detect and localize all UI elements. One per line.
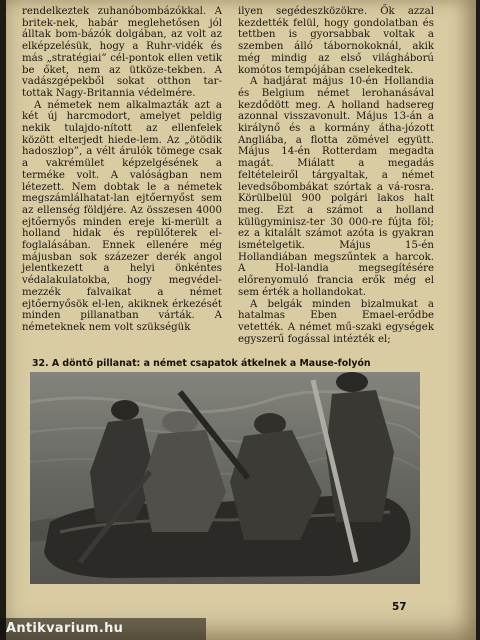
text-column-left	[22, 6, 222, 334]
page-number: 57	[392, 601, 407, 613]
book-page	[6, 0, 476, 640]
war-photograph	[30, 372, 420, 584]
paragraph: rendelkeztek zuhanóbombázókkal. A britek-nek, habár meglehetősen jól álltak bom-bázók dolgában, az volt az elképzelésük, hogy a Ruhr-vidék és más „stratégiai” cél-pontok ellen vetik be őket, nem az ütköze-tekben. A vadászgépekből sokat otthon tar-tottak Nagy-Britannia védelmére.	[22, 6, 222, 99]
text-column-right	[238, 6, 434, 345]
photo-caption: 32. A döntő pillanat: a német csapatok átkelnek a Mause-folyón	[32, 358, 371, 369]
paragraph: A hadjárat május 10-én Hollandia és Belgium német lerohanásával kezdődött meg. A holland hadsereg azonnal visszavonult. Május 13-án a királynő és a kormány átha-józott Angliába, a flotta zömével együtt. Május 14-én Rotterdam megadta magát. Miálatt a megadás feltételeiről tárgyaltak, a német levedsőbombákat szórtak a vá-rosra. Körülbelül 900 polgári lakos halt meg. Ezt a számot a holland külügyminisz-ter 30 000-re fújta föl; ez a kitalált számot azóta is gyakran ismételgetik. Május 15-én Hollandiában megszűntek a harcok. A Hol-landia megsegítésére előrenyomuló francia erők még el sem érték a hollandokat.	[238, 76, 434, 298]
paragraph: A belgák minden bizalmukat a hatalmas Eben Emael-erődbe vetették. A német mű-szaki egységek egyszerű fogással intézték el;	[238, 298, 434, 345]
paragraph: A németek nem alkalmazták azt a két új harcmodort, amelyet peldig nekik tulajdo-nított az ellenfelek között elterjedt hiede-lem. Az „ötödik hadoszlop”, a vélt árulók tömege csak a vakrémület képzelgésének a terméke volt. A valóságban nem létezett. Nem dobtak le a németek megszámlálhatat-lan ejtőernyőst sem az ellenség földjére. Az összesen 4000 ejtőernyős minden ereje ki-merült a holland hidak és repülőterek el-foglalásában. Ennek ellenére még májusban sok százezer derék angol jelentkezett a helyi önkéntes védalakulatokba, hogy megvédel-mezzék falvaikat a német ejtőernyősök el-len, akiknek érkezését minden pillanatban várták. A németeknek nem volt szükségük	[22, 99, 222, 333]
photo-illustration	[30, 372, 420, 584]
paragraph: ilyen segédeszközökre. Ők azzal kezdették felül, hogy gondolatban és tettben is gyorsabbak voltak a szemben álló tábornokoknál, akik még mindig az első világháború komótos tempójában cselekedtek.	[238, 6, 434, 76]
watermark: Antikvarium.hu	[0, 618, 206, 640]
